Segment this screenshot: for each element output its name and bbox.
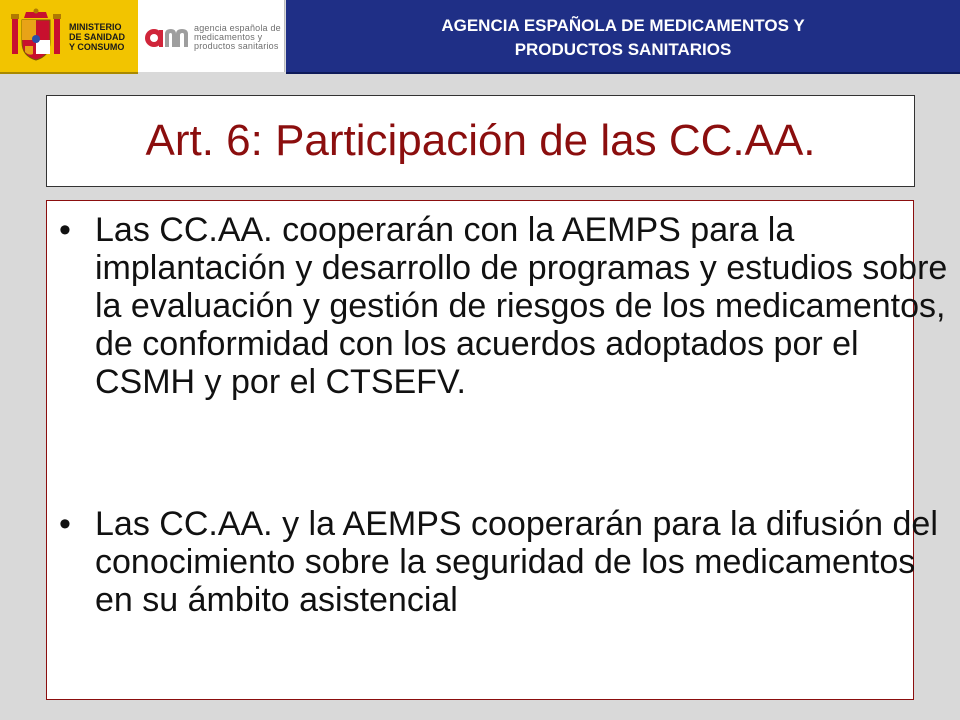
coat-of-arms-icon	[9, 8, 63, 64]
am-logo-icon	[144, 22, 190, 50]
ministerio-text: MINISTERIO DE SANIDAD Y CONSUMO	[69, 22, 126, 52]
agency-banner	[286, 0, 960, 74]
ministerio-logo	[0, 0, 138, 74]
bullet-item	[47, 505, 955, 619]
bullet-text: Las CC.AA. cooperarán con la AEMPS para la implantación y desarrollo de programas y estudios sobre la evaluación y gestión de riesgos de los medicamentos, de conformidad con los acuerdos adoptados por el CSMH y por el CTSEFV.	[95, 211, 948, 401]
aemps-logo-text: agencia española de medicamentos y productos sanitarios	[194, 23, 281, 51]
bullet-marker: •	[59, 505, 71, 543]
aemps-logo	[138, 0, 285, 72]
header-bar	[0, 0, 960, 74]
bullet-text: Las CC.AA. y la AEMPS cooperarán para la difusión del conocimiento sobre la seguridad de los medicamentos en su ámbito asistencial	[95, 505, 938, 619]
title-box	[46, 95, 915, 187]
content-box	[46, 200, 948, 700]
slide-title: Art. 6: Participación de las CC.AA.	[145, 116, 816, 165]
bullet-marker: •	[59, 211, 71, 249]
bullet-item	[47, 211, 955, 401]
banner-text: AGENCIA ESPAÑOLA DE MEDICAMENTOS Y PRODUCTOS SANITARIOS	[441, 16, 805, 59]
